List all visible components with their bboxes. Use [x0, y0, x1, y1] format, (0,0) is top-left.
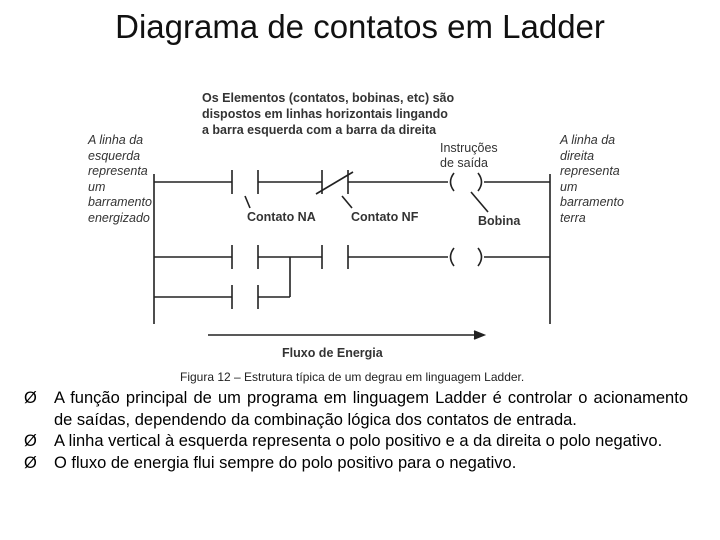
left-rail-note: A linha da esquerda representa um barramento energizado — [88, 133, 152, 225]
bullet-item: Ø A função principal de um programa em linguagem Ladder é controlar o acionamento de saídas, dependendo da combinação lógica dos contatos de entrada. — [24, 389, 688, 429]
bullet-item: Ø O fluxo de energia flui sempre do polo positivo para o negativo. — [24, 453, 688, 475]
contact-na-label: Contato NA — [247, 210, 316, 224]
arrow-bullet-icon: Ø — [24, 453, 37, 472]
top-note: Os Elementos (contatos, bobinas, etc) são dispostos em linhas horizontais lingando a barra esquerda com a barra da direita — [202, 91, 455, 137]
figure-caption: Figura 12 – Estrutura típica de um degrau em linguagem Ladder. — [180, 370, 525, 384]
arrow-bullet-icon: Ø — [24, 432, 37, 450]
bullet-list — [24, 388, 688, 474]
output-instructions-note: Instruções de saída — [440, 141, 498, 170]
arrow-bullet-icon: Ø — [24, 389, 37, 407]
bullet-item: Ø A linha vertical à esquerda representa o polo positivo e a da direita o polo negativo. — [24, 431, 688, 453]
contact-nf-label: Contato NF — [351, 210, 419, 224]
right-rail-note: A linha da direita representa um barramento terra — [560, 133, 624, 225]
ladder-diagram — [80, 84, 645, 389]
slide-title: Diagrama de contatos em Ladder — [115, 8, 605, 45]
coil-label: Bobina — [478, 214, 521, 228]
energy-flow-label: Fluxo de Energia — [282, 346, 383, 360]
